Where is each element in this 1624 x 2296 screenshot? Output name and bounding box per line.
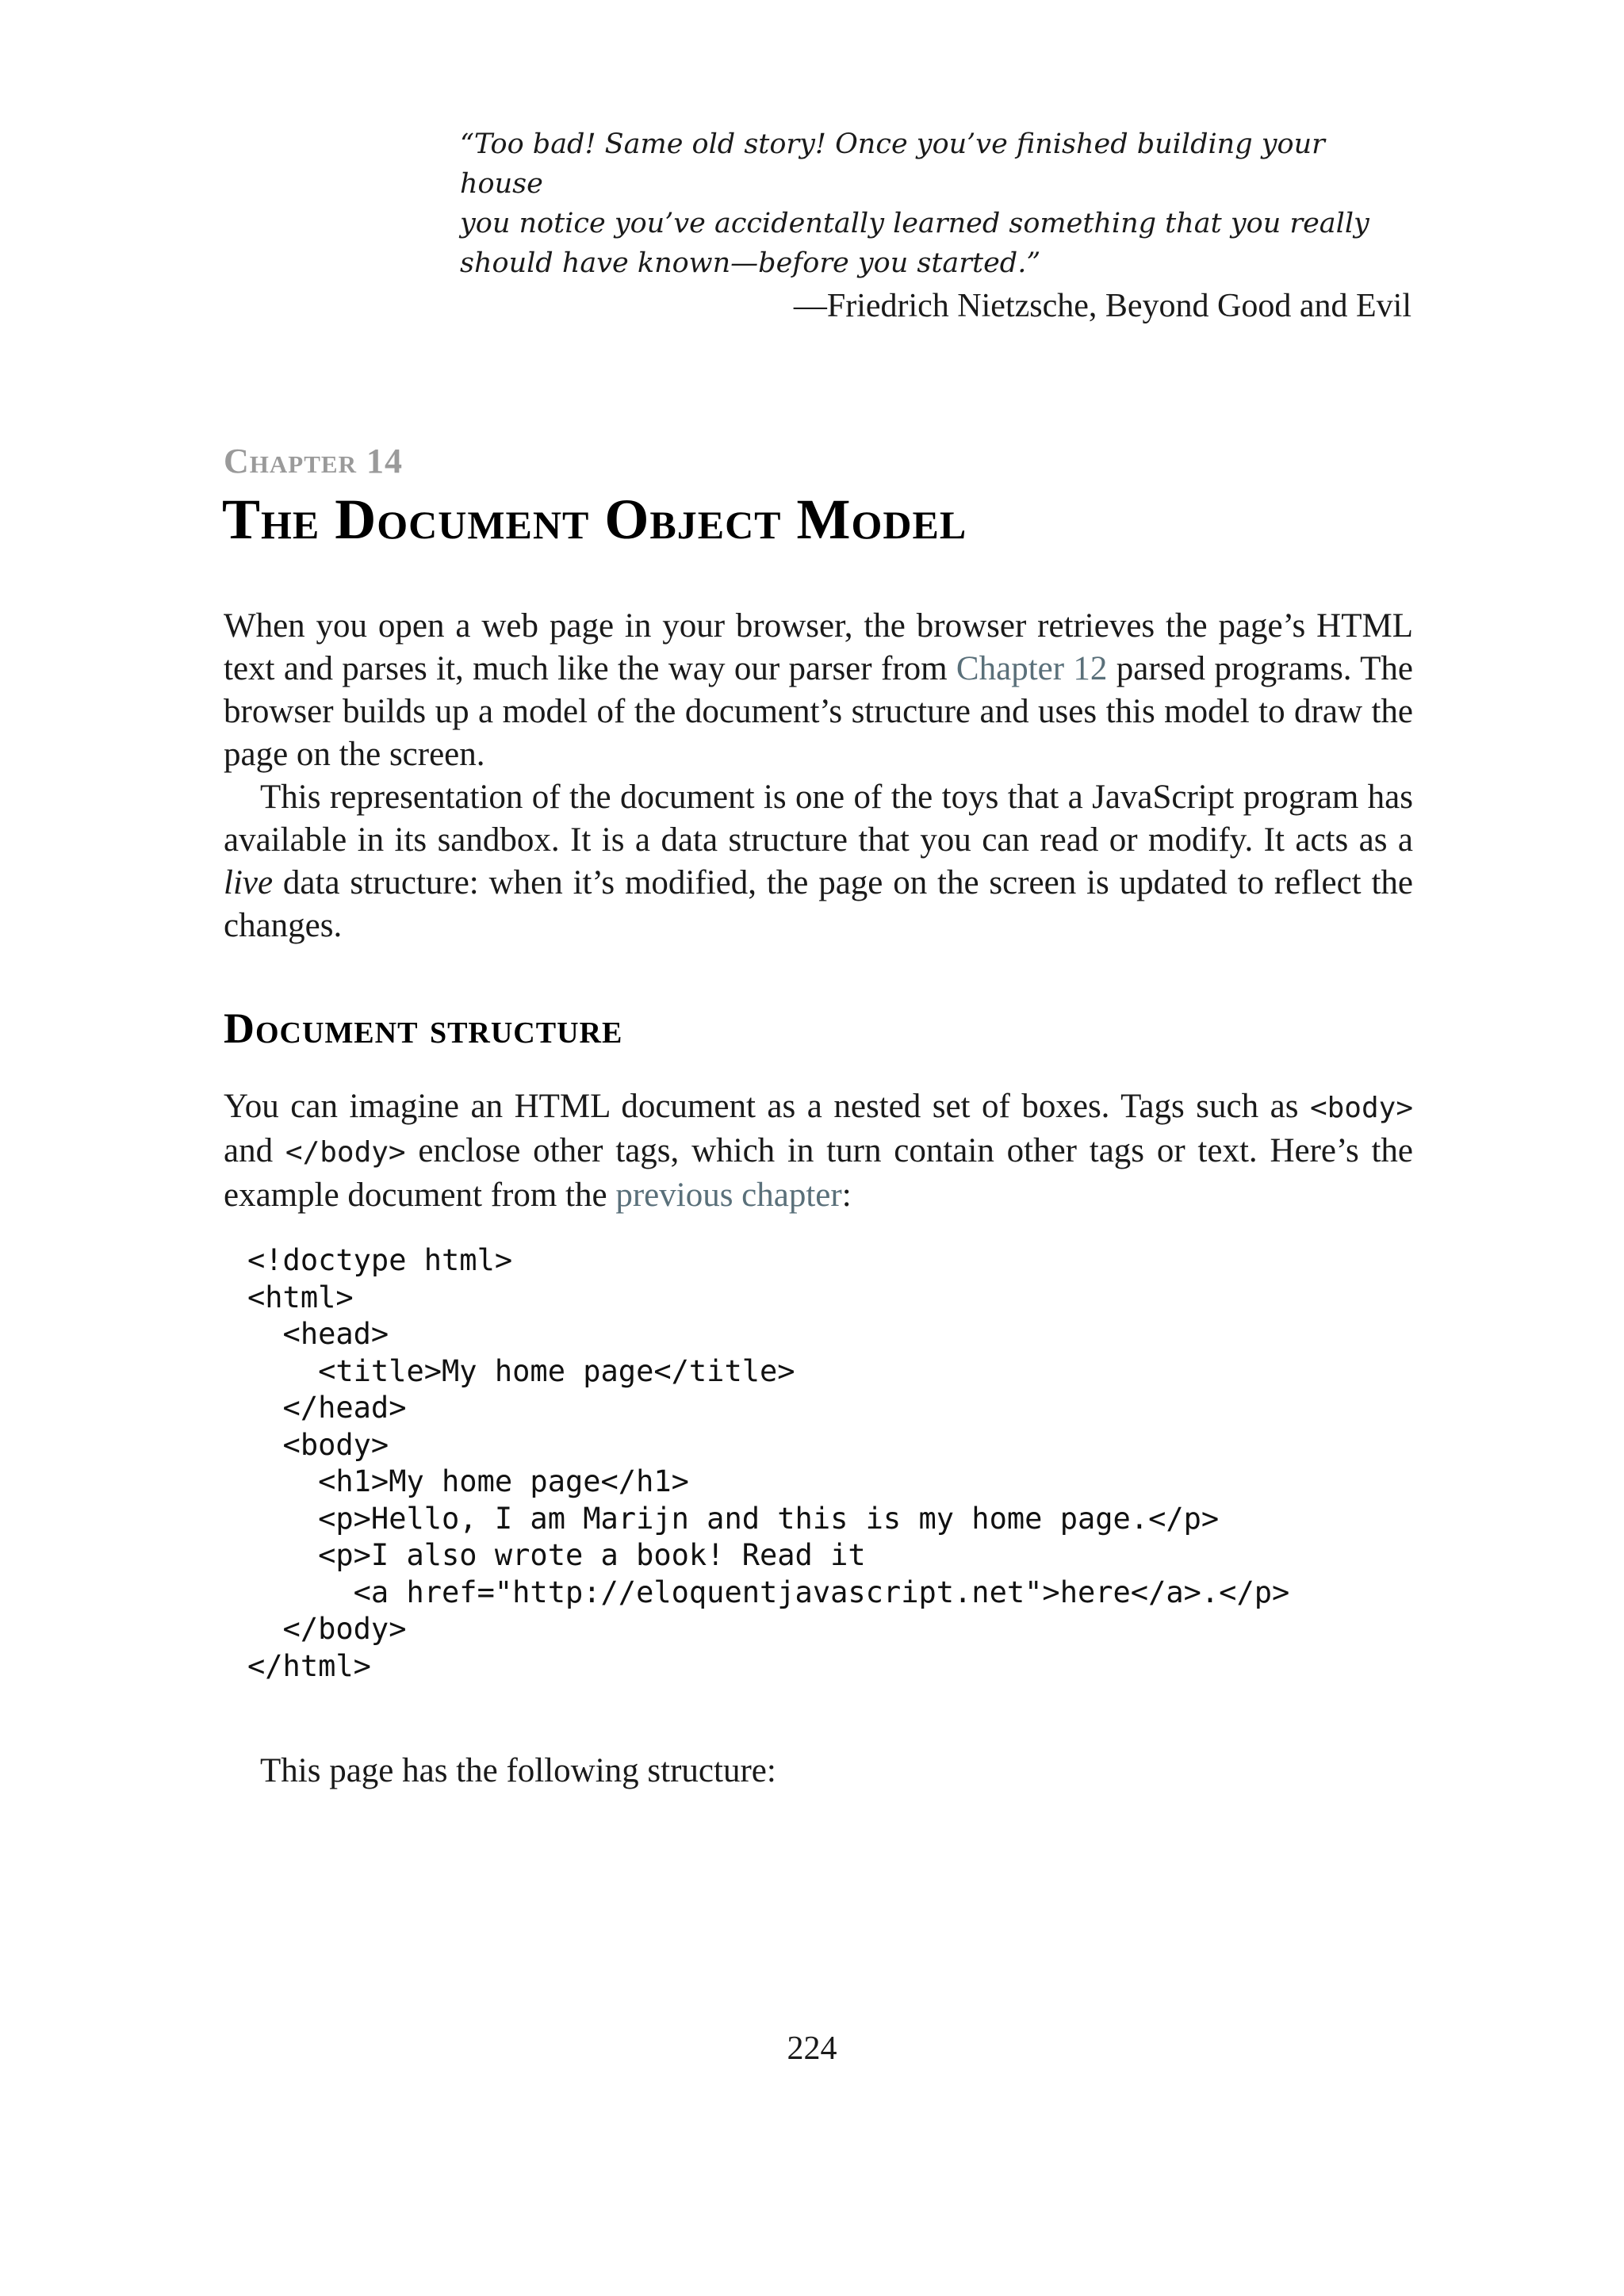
code-example: <!doctype html> <html> <head> <title>My home page</title> </head> <body> <h1>My home page</h1> <p>Hello, I am Marijn and this is my home page.</p> <p>I also wrote a book! Read it <a href="http://eloquentjavascript.net">here</a>.</p> </body> </html> (247, 1243, 1290, 1683)
intro-p1-text-end: parsed programs. The browser builds up a model of the document’s structure and uses this model to draw the page on the screen. (224, 650, 1413, 773)
section-title: Document structure (224, 1004, 623, 1052)
epigraph-quote: “Too bad! Same old story! Once you’ve finished building your house you notice you’ve accidentally learned something that you really should have known—before you started.” (460, 128, 1369, 279)
section-paragraph-2: This page has the following structure: (260, 1752, 776, 1789)
epigraph-attribution: —Friedrich Nietzsche, Beyond Good and Evil (793, 288, 1411, 324)
page-number: 224 (787, 2030, 837, 2067)
section-p1-text: You can imagine an HTML document as a nested set of boxes. Tags such as (224, 1088, 1310, 1125)
inline-code-body-open: <body> (1309, 1092, 1413, 1124)
section-p1-and: and (224, 1132, 285, 1169)
chapter-title: The Document Object Model (222, 488, 967, 551)
section-p1-end: : (841, 1177, 852, 1214)
intro-p2-text: This representation of the document is one of the toys that a JavaScript program has available in its sandbox. It is a data structure that you can read or modify. It acts as a (224, 779, 1413, 859)
inline-code-body-close: </body> (285, 1136, 406, 1169)
intro-paragraph-2 (224, 776, 1413, 947)
section-closing (224, 1750, 1413, 1793)
epigraph (460, 124, 1411, 326)
previous-chapter-link[interactable]: previous chapter (615, 1177, 842, 1214)
intro-p2-emphasis: live (224, 864, 274, 901)
section-intro (224, 1085, 1413, 1217)
intro-p1-text: When you open a web page in your browser, the browser retrieves the page’s HTML text and parses it, much like the way our parser from (224, 607, 1413, 687)
chapter-12-link[interactable]: Chapter 12 (956, 650, 1108, 687)
intro-p2-text-end: data structure: when it’s modified, the page on the screen is updated to reflect the changes. (224, 864, 1413, 944)
section-paragraph-1 (224, 1085, 1413, 1217)
chapter-label: Chapter 14 (224, 442, 403, 480)
section-p1-mid: enclose other tags, which in turn contain other tags or text. Here’s the example document from the (224, 1132, 1414, 1214)
intro-section (224, 605, 1413, 947)
intro-paragraph-1 (224, 605, 1413, 776)
